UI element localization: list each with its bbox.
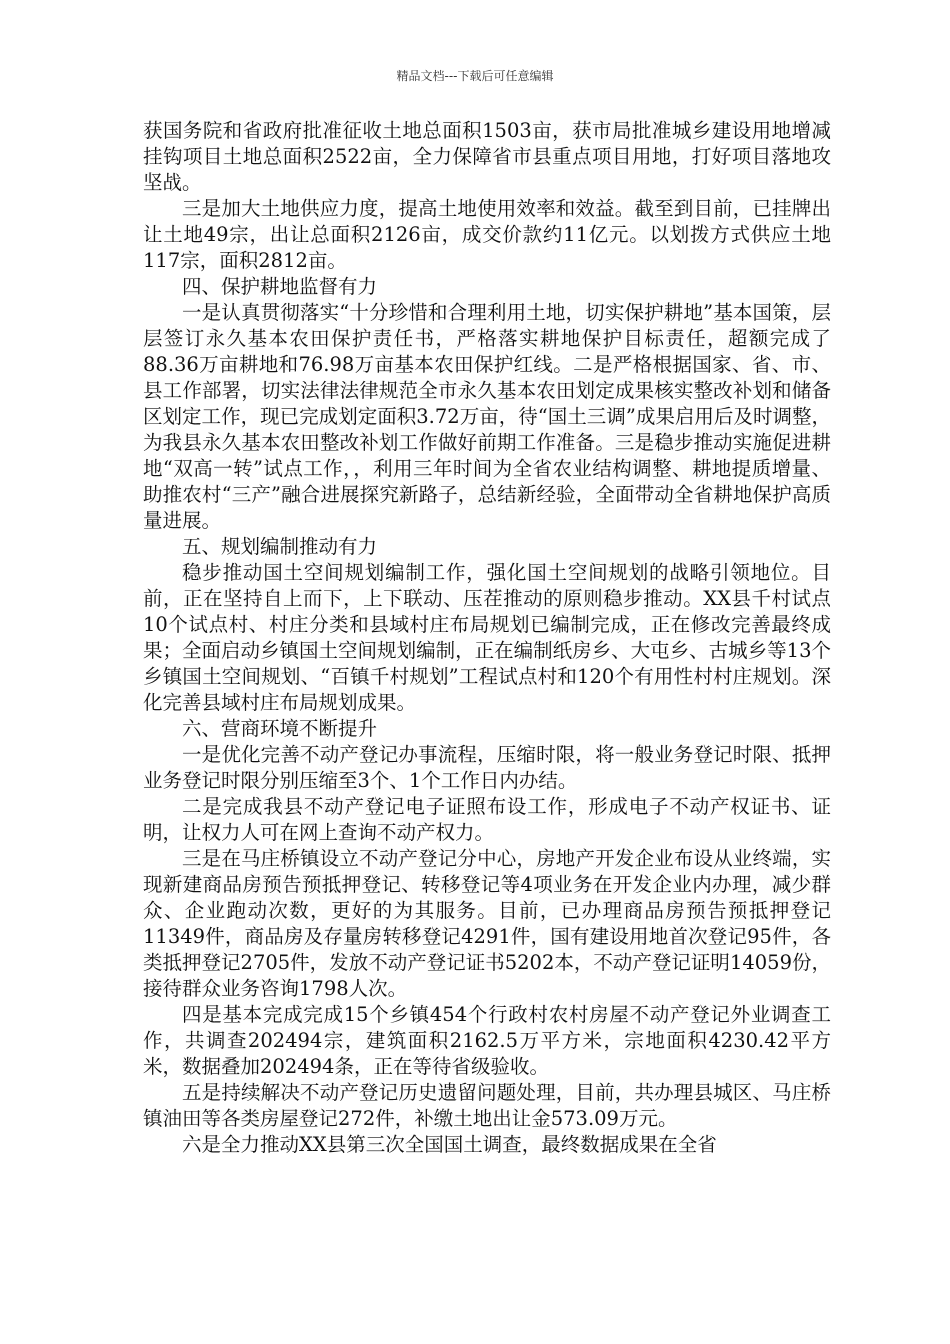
paragraph: 六是全力推动XX县第三次全国国土调查，最终数据成果在全省 <box>182 1133 717 1156</box>
section-heading: 五、规划编制推动有力 <box>182 535 378 558</box>
document-body <box>143 118 831 1158</box>
paragraph: 一是认真贯彻落实“十分珍惜和合理利用土地，切实保护耕地”基本国策，层层签订永久基本农田保护责任书，严格落实耕地保护目标责任，超额完成了88.36万亩耕地和76.98万亩基本农田保护红线。二是严格根据国家、省、市、县工作部署，切实法律法律规范全市永久基本农田划定成果核实整改补划和储备区划定工作，现已完成划定面积3.72万亩，待“国土三调”成果启用后及时调整，为我县永久基本农田整改补划工作做好前期工作准备。三是稳步推动实施促进耕地“双高一转”试点工作，，利用三年时间为全省农业结构调整、耕地提质增量、助推农村“三产”融合进展探究新路子，总结新经验，全面带动全省耕地保护高质量进展。 <box>143 301 831 532</box>
paragraph: 五是持续解决不动产登记历史遗留问题处理，目前，共办理县城区、马庄桥镇油田等各类房屋登记272件，补缴土地出让金573.09万元。 <box>143 1081 831 1130</box>
paragraph: 获国务院和省政府批准征收土地总面积1503亩，获市局批准城乡建设用地增减挂钩项目土地总面积2522亩，全力保障省市县重点项目用地，打好项目落地攻坚战。 <box>143 119 831 194</box>
paragraph: 三是在马庄桥镇设立不动产登记分中心，房地产开发企业布设从业终端，实现新建商品房预告预抵押登记、转移登记等4项业务在开发企业内办理，减少群众、企业跑动次数，更好的为其服务。目前，已办理商品房预告预抵押登记11349件，商品房及存量房转移登记4291件，国有建设用地首次登记95件，各类抵押登记2705件，发放不动产登记证书5202本，不动产登记证明14059份，接待群众业务咨询1798人次。 <box>143 847 831 1000</box>
page-header: 精品文档---下载后可任意编辑 <box>396 69 554 83</box>
section-heading: 六、营商环境不断提升 <box>182 717 378 740</box>
paragraph: 一是优化完善不动产登记办事流程，压缩时限，将一般业务登记时限、抵押业务登记时限分别压缩至3个、1个工作日内办结。 <box>143 743 831 792</box>
paragraph: 二是完成我县不动产登记电子证照布设工作，形成电子不动产权证书、证明，让权力人可在网上查询不动产权力。 <box>143 795 831 844</box>
section-heading: 四、保护耕地监督有力 <box>182 275 378 298</box>
paragraph: 稳步推动国土空间规划编制工作，强化国土空间规划的战略引领地位。目前，正在坚持自上而下，上下联动、压茬推动的原则稳步推动。XX县千村试点10个试点村、村庄分类和县域村庄布局规划已编制完成，正在修改完善最终成果；全面启动乡镇国土空间规划编制，正在编制纸房乡、大屯乡、古城乡等13个乡镇国土空间规划、“百镇千村规划”工程试点村和120个有用性村村庄规划。深化完善县域村庄布局规划成果。 <box>143 561 831 714</box>
paragraph: 四是基本完成完成15个乡镇454个行政村农村房屋不动产登记外业调查工作，共调查202494宗，建筑面积2162.5万平方米，宗地面积4230.42平方米，数据叠加202494条，正在等待省级验收。 <box>143 1003 831 1078</box>
paragraph: 三是加大土地供应力度，提高土地使用效率和效益。截至到目前，已挂牌出让土地49宗，出让总面积2126亩，成交价款约11亿元。以划拨方式供应土地117宗，面积2812亩。 <box>143 197 831 272</box>
